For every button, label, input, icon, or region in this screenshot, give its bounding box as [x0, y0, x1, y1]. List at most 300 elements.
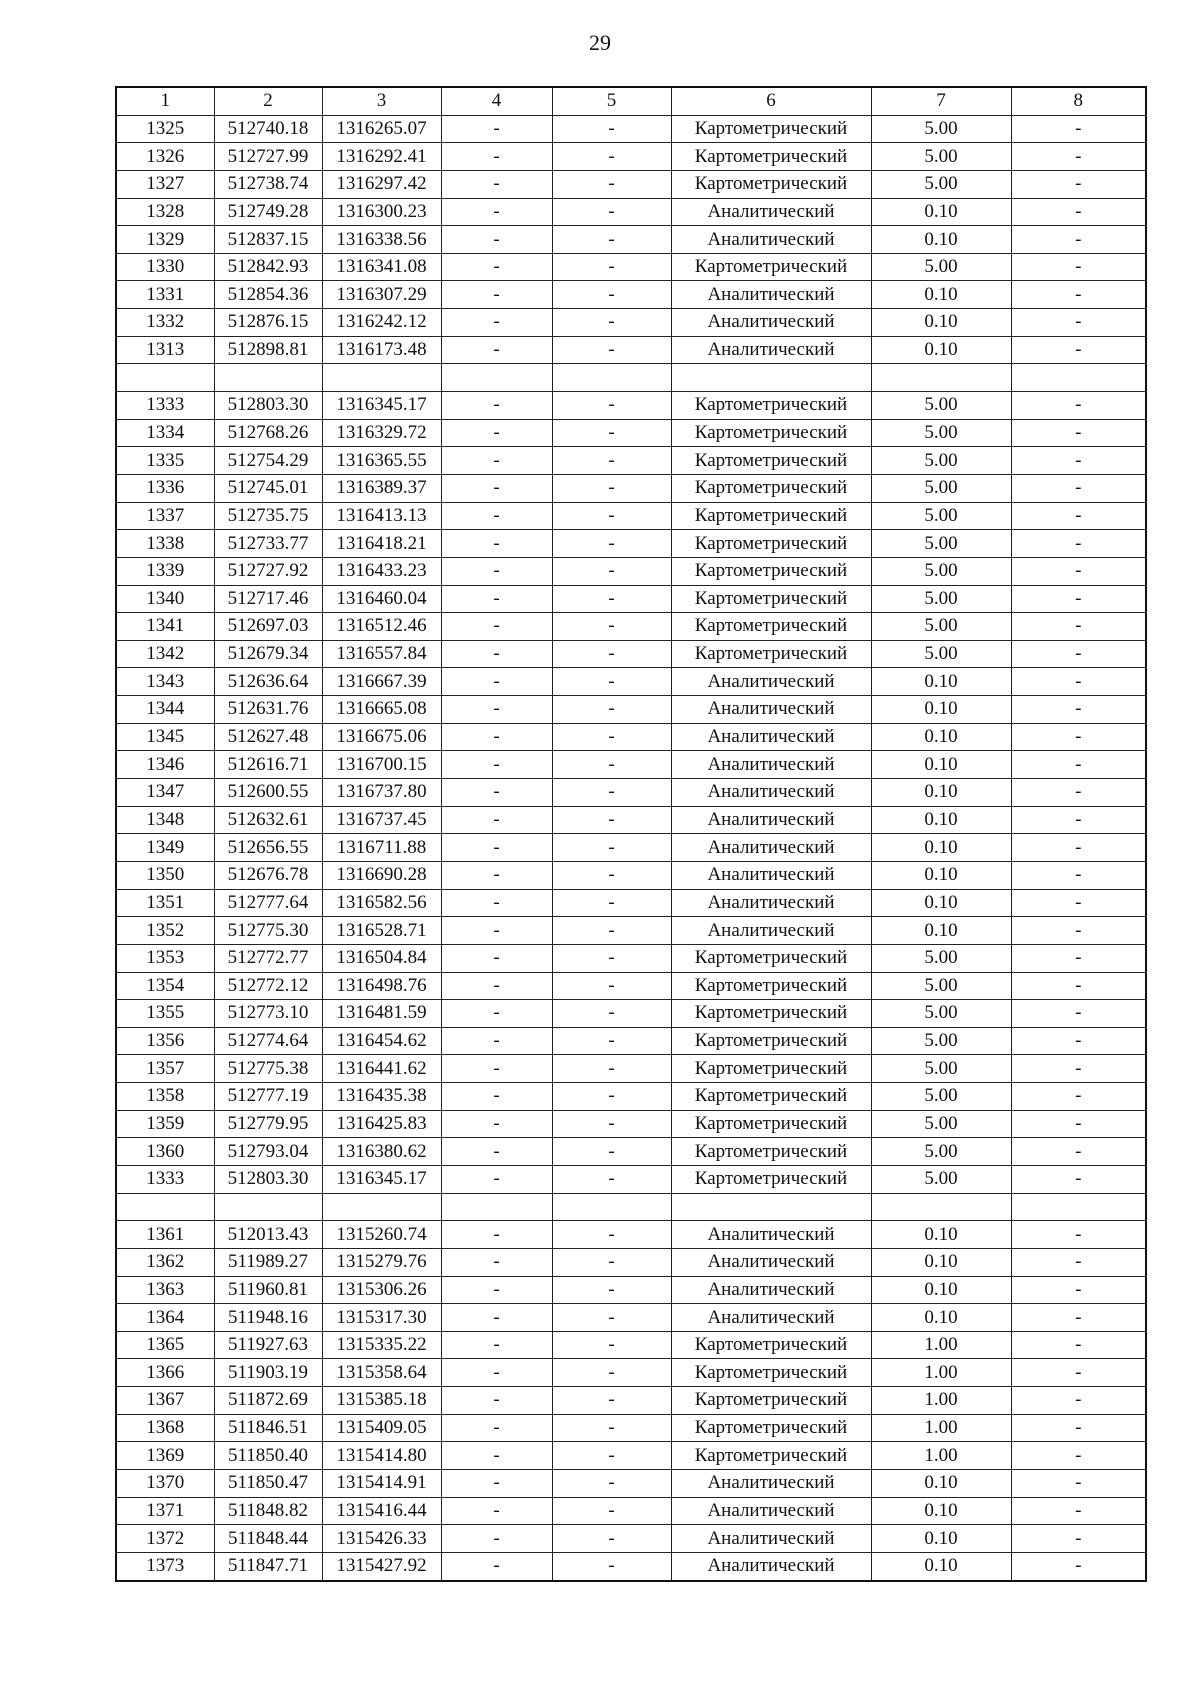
table-cell: 0.10 — [871, 696, 1011, 724]
table-cell: Аналитический — [671, 1276, 871, 1304]
table-cell: 512600.55 — [214, 779, 322, 807]
table-cell: - — [1011, 1248, 1146, 1276]
table-cell: 1337 — [116, 502, 214, 530]
table-cell: 511989.27 — [214, 1248, 322, 1276]
table-row — [116, 198, 1146, 226]
table-row — [116, 392, 1146, 420]
table-cell: - — [441, 115, 552, 143]
table-cell: - — [1011, 1359, 1146, 1387]
table-row — [116, 806, 1146, 834]
table-cell: 0.10 — [871, 198, 1011, 226]
table-row — [116, 751, 1146, 779]
table-cell: - — [1011, 779, 1146, 807]
table-cell: - — [441, 474, 552, 502]
table-cell: 511846.51 — [214, 1414, 322, 1442]
table-cell: - — [1011, 530, 1146, 558]
table-cell: - — [441, 1525, 552, 1553]
table-cell: 511850.47 — [214, 1470, 322, 1498]
table-cell: 1341 — [116, 613, 214, 641]
table-cell: 1365 — [116, 1331, 214, 1359]
table-cell: 0.10 — [871, 723, 1011, 751]
table-cell: 512727.99 — [214, 143, 322, 171]
table-cell: - — [552, 751, 671, 779]
table-cell: - — [441, 640, 552, 668]
table-cell: 0.10 — [871, 834, 1011, 862]
table-cell: 512754.29 — [214, 447, 322, 475]
table-row — [116, 1110, 1146, 1138]
table-cell: 5.00 — [871, 1055, 1011, 1083]
table-cell: Картометрический — [671, 1110, 871, 1138]
table-cell: Картометрический — [671, 502, 871, 530]
table-cell: 1316528.71 — [322, 917, 441, 945]
table-row — [116, 281, 1146, 309]
table-cell: 1316435.38 — [322, 1083, 441, 1111]
table-cell: 5.00 — [871, 447, 1011, 475]
table-row — [116, 253, 1146, 281]
table-cell: Картометрический — [671, 419, 871, 447]
table-cell: - — [552, 585, 671, 613]
table-row — [116, 1276, 1146, 1304]
table-cell: 1342 — [116, 640, 214, 668]
table-cell: 1315426.33 — [322, 1525, 441, 1553]
table-cell: - — [1011, 1331, 1146, 1359]
table-cell: 512803.30 — [214, 392, 322, 420]
table-cell: 1361 — [116, 1221, 214, 1249]
table-cell: - — [1011, 474, 1146, 502]
table-cell: 512779.95 — [214, 1110, 322, 1138]
table-cell: Картометрический — [671, 474, 871, 502]
table-cell: 512772.12 — [214, 972, 322, 1000]
table-cell: 1343 — [116, 668, 214, 696]
table-cell: 512627.48 — [214, 723, 322, 751]
table-row — [116, 1248, 1146, 1276]
table-cell: Аналитический — [671, 917, 871, 945]
table-cell: 1316300.23 — [322, 198, 441, 226]
table-cell: 1354 — [116, 972, 214, 1000]
table-cell: - — [441, 585, 552, 613]
table-cell: - — [441, 917, 552, 945]
table-cell: Картометрический — [671, 1387, 871, 1415]
column-header-4: 4 — [441, 87, 552, 115]
table-cell: 1359 — [116, 1110, 214, 1138]
table-cell: 512697.03 — [214, 613, 322, 641]
table-cell: - — [1011, 944, 1146, 972]
table-cell: 512772.77 — [214, 944, 322, 972]
table-cell: Аналитический — [671, 723, 871, 751]
table-cell: 1316345.17 — [322, 392, 441, 420]
table-cell: 1371 — [116, 1497, 214, 1525]
table-cell: - — [441, 668, 552, 696]
table-cell: Картометрический — [671, 640, 871, 668]
table-cell: - — [552, 1248, 671, 1276]
table-row — [116, 530, 1146, 558]
table-cell: - — [441, 1083, 552, 1111]
table-cell: 1332 — [116, 309, 214, 337]
table-cell: 512793.04 — [214, 1138, 322, 1166]
table-cell: - — [441, 170, 552, 198]
table-cell: - — [552, 1138, 671, 1166]
table-cell: 0.10 — [871, 1525, 1011, 1553]
table-cell: - — [441, 1359, 552, 1387]
table-cell — [1011, 1193, 1146, 1221]
table-cell: 1.00 — [871, 1387, 1011, 1415]
table-cell: 0.10 — [871, 668, 1011, 696]
table-cell: 1370 — [116, 1470, 214, 1498]
table-cell: - — [552, 944, 671, 972]
table-cell: 512773.10 — [214, 1000, 322, 1028]
table-cell: 0.10 — [871, 1276, 1011, 1304]
table-cell: Картометрический — [671, 115, 871, 143]
column-header-5: 5 — [552, 87, 671, 115]
table-cell: 1316242.12 — [322, 309, 441, 337]
table-cell: - — [1011, 751, 1146, 779]
table-cell: - — [1011, 585, 1146, 613]
table-cell: - — [552, 1055, 671, 1083]
table-cell: - — [1011, 1221, 1146, 1249]
table-cell: - — [552, 198, 671, 226]
table-cell: Картометрический — [671, 1055, 871, 1083]
table-cell: - — [1011, 613, 1146, 641]
table-cell: 1326 — [116, 143, 214, 171]
table-cell: Картометрический — [671, 972, 871, 1000]
table-cell: - — [552, 1304, 671, 1332]
table-cell: 512733.77 — [214, 530, 322, 558]
table-cell: - — [552, 1221, 671, 1249]
table-cell: 1315317.30 — [322, 1304, 441, 1332]
table-cell: - — [1011, 226, 1146, 254]
table-row — [116, 1304, 1146, 1332]
table-cell: Аналитический — [671, 1525, 871, 1553]
table-cell: - — [441, 1442, 552, 1470]
table-cell: - — [552, 1470, 671, 1498]
table-cell: 1316329.72 — [322, 419, 441, 447]
table-cell: - — [441, 723, 552, 751]
table-cell: - — [441, 1248, 552, 1276]
table-cell: 1357 — [116, 1055, 214, 1083]
table-cell: - — [441, 392, 552, 420]
table-cell: 1316265.07 — [322, 115, 441, 143]
table-row — [116, 1193, 1146, 1221]
table-cell: 512738.74 — [214, 170, 322, 198]
table-cell: 1.00 — [871, 1359, 1011, 1387]
table-cell: 1316425.83 — [322, 1110, 441, 1138]
table-cell: 1335 — [116, 447, 214, 475]
table-cell: - — [552, 419, 671, 447]
table-cell: 1352 — [116, 917, 214, 945]
table-cell: 1336 — [116, 474, 214, 502]
table-cell: 512876.15 — [214, 309, 322, 337]
table-cell — [441, 364, 552, 392]
table-cell: - — [441, 1331, 552, 1359]
table-cell: 1334 — [116, 419, 214, 447]
table-cell: - — [552, 1552, 671, 1580]
coordinates-table — [115, 86, 1147, 1582]
table-cell — [214, 364, 322, 392]
table-cell: - — [1011, 806, 1146, 834]
table-cell: 1353 — [116, 944, 214, 972]
table-cell: Картометрический — [671, 253, 871, 281]
table-cell: - — [441, 143, 552, 171]
table-cell: 1316338.56 — [322, 226, 441, 254]
table-cell: 1315414.80 — [322, 1442, 441, 1470]
table-cell: - — [1011, 834, 1146, 862]
table-cell — [552, 1193, 671, 1221]
table-cell: 511848.44 — [214, 1525, 322, 1553]
table-cell: 0.10 — [871, 1221, 1011, 1249]
table-cell: - — [552, 972, 671, 1000]
table-cell: 512774.64 — [214, 1027, 322, 1055]
table-cell: 1316504.84 — [322, 944, 441, 972]
table-cell: Картометрический — [671, 613, 871, 641]
table-cell: 5.00 — [871, 392, 1011, 420]
table-cell: 1315409.05 — [322, 1414, 441, 1442]
table-cell: - — [552, 779, 671, 807]
table-cell: 5.00 — [871, 502, 1011, 530]
table-cell: 1368 — [116, 1414, 214, 1442]
table-cell: - — [1011, 1165, 1146, 1193]
table-cell: - — [552, 861, 671, 889]
table-cell: 1316737.45 — [322, 806, 441, 834]
table-cell: 1316582.56 — [322, 889, 441, 917]
table-cell: - — [441, 1414, 552, 1442]
table-cell: - — [1011, 972, 1146, 1000]
table-cell: - — [1011, 1442, 1146, 1470]
table-cell: Картометрический — [671, 392, 871, 420]
table-cell: 5.00 — [871, 530, 1011, 558]
table-cell: 1338 — [116, 530, 214, 558]
table-cell: - — [441, 889, 552, 917]
table-cell: - — [552, 696, 671, 724]
table-cell: - — [441, 309, 552, 337]
table-cell — [322, 364, 441, 392]
table-cell: Картометрический — [671, 944, 871, 972]
table-row — [116, 1552, 1146, 1580]
table-cell: 0.10 — [871, 309, 1011, 337]
table-cell: 0.10 — [871, 861, 1011, 889]
table-cell: - — [441, 1000, 552, 1028]
table-cell: 5.00 — [871, 143, 1011, 171]
table-row — [116, 640, 1146, 668]
table-cell: Аналитический — [671, 779, 871, 807]
table-cell: - — [1011, 640, 1146, 668]
table-cell: - — [552, 1000, 671, 1028]
table-cell: 511847.71 — [214, 1552, 322, 1580]
table-cell: Аналитический — [671, 1248, 871, 1276]
table-cell: 5.00 — [871, 613, 1011, 641]
table-cell: - — [1011, 1138, 1146, 1166]
table-row — [116, 972, 1146, 1000]
table-row — [116, 309, 1146, 337]
table-cell: - — [441, 861, 552, 889]
table-row — [116, 364, 1146, 392]
table-cell: - — [552, 502, 671, 530]
table-cell: - — [1011, 1110, 1146, 1138]
table-cell: 1316498.76 — [322, 972, 441, 1000]
table-cell: - — [441, 944, 552, 972]
table-cell: 5.00 — [871, 585, 1011, 613]
table-cell: - — [552, 668, 671, 696]
table-cell: - — [1011, 309, 1146, 337]
column-header-2: 2 — [214, 87, 322, 115]
table-row — [116, 1331, 1146, 1359]
table-cell: Аналитический — [671, 1221, 871, 1249]
table-cell: - — [1011, 1000, 1146, 1028]
table-cell: 1.00 — [871, 1442, 1011, 1470]
table-cell: 1313 — [116, 336, 214, 364]
table-cell: Аналитический — [671, 889, 871, 917]
column-header-3: 3 — [322, 87, 441, 115]
table-cell: 1331 — [116, 281, 214, 309]
table-cell: 512616.71 — [214, 751, 322, 779]
table-cell: Аналитический — [671, 696, 871, 724]
table-cell: - — [1011, 447, 1146, 475]
table-row — [116, 834, 1146, 862]
table-cell: - — [552, 1387, 671, 1415]
table-cell: 1351 — [116, 889, 214, 917]
table-cell: 1344 — [116, 696, 214, 724]
table-cell: 512735.75 — [214, 502, 322, 530]
table-cell: - — [552, 1027, 671, 1055]
column-header-8: 8 — [1011, 87, 1146, 115]
table-cell: 1316292.41 — [322, 143, 441, 171]
table-cell: - — [552, 1083, 671, 1111]
table-cell: 512676.78 — [214, 861, 322, 889]
table-cell: - — [552, 474, 671, 502]
table-cell: - — [1011, 1552, 1146, 1580]
table-cell: Аналитический — [671, 226, 871, 254]
table-cell: 5.00 — [871, 1000, 1011, 1028]
table-cell: 1316441.62 — [322, 1055, 441, 1083]
table-cell: 512631.76 — [214, 696, 322, 724]
table-cell: - — [1011, 1525, 1146, 1553]
table-row — [116, 668, 1146, 696]
table-cell: 1327 — [116, 170, 214, 198]
table-cell — [671, 1193, 871, 1221]
table-cell: 512803.30 — [214, 1165, 322, 1193]
table-cell: - — [552, 226, 671, 254]
table-row — [116, 917, 1146, 945]
table-cell: 512837.15 — [214, 226, 322, 254]
table-cell: - — [441, 226, 552, 254]
table-cell: 1316433.23 — [322, 557, 441, 585]
table-cell: 5.00 — [871, 253, 1011, 281]
table-cell: - — [441, 281, 552, 309]
table-cell: 1356 — [116, 1027, 214, 1055]
table-row — [116, 1000, 1146, 1028]
table-cell — [322, 1193, 441, 1221]
table-cell: 5.00 — [871, 115, 1011, 143]
table-cell: - — [441, 1387, 552, 1415]
page-number: 29 — [589, 30, 611, 55]
table-row — [116, 474, 1146, 502]
table-row — [116, 226, 1146, 254]
table-cell: 1328 — [116, 198, 214, 226]
table-cell: - — [1011, 253, 1146, 281]
table-cell: - — [552, 281, 671, 309]
table-cell: 1367 — [116, 1387, 214, 1415]
table-row — [116, 170, 1146, 198]
table-cell: 511903.19 — [214, 1359, 322, 1387]
table-cell: 512013.43 — [214, 1221, 322, 1249]
table-cell: 1349 — [116, 834, 214, 862]
table-cell — [671, 364, 871, 392]
table-cell: - — [552, 1442, 671, 1470]
table-cell: 1316365.55 — [322, 447, 441, 475]
table-cell: 1316460.04 — [322, 585, 441, 613]
table-cell: - — [441, 447, 552, 475]
table-cell: - — [1011, 1470, 1146, 1498]
table-cell — [871, 364, 1011, 392]
table-cell: Аналитический — [671, 806, 871, 834]
table-cell: 511848.82 — [214, 1497, 322, 1525]
table-cell: 512740.18 — [214, 115, 322, 143]
table-cell: Аналитический — [671, 1470, 871, 1498]
table-cell: 1316380.62 — [322, 1138, 441, 1166]
column-header-1: 1 — [116, 87, 214, 115]
table-cell: - — [1011, 1414, 1146, 1442]
table-cell: 1346 — [116, 751, 214, 779]
table-cell: - — [552, 115, 671, 143]
table-cell: Картометрический — [671, 557, 871, 585]
table-cell — [214, 1193, 322, 1221]
table-cell: - — [1011, 1276, 1146, 1304]
table-cell: Аналитический — [671, 668, 871, 696]
table-cell: 0.10 — [871, 1304, 1011, 1332]
table-cell: Аналитический — [671, 309, 871, 337]
column-header-6: 6 — [671, 87, 871, 115]
table-cell: - — [552, 170, 671, 198]
table-cell: 512842.93 — [214, 253, 322, 281]
table-cell: Картометрический — [671, 1083, 871, 1111]
table-cell: 0.10 — [871, 226, 1011, 254]
table-cell: 512777.64 — [214, 889, 322, 917]
column-header-7: 7 — [871, 87, 1011, 115]
table-cell: Картометрический — [671, 585, 871, 613]
table-cell: Картометрический — [671, 1138, 871, 1166]
table-cell: 1316690.28 — [322, 861, 441, 889]
table-row — [116, 723, 1146, 751]
table-cell: - — [1011, 143, 1146, 171]
table-cell: 1316454.62 — [322, 1027, 441, 1055]
table-cell: 512749.28 — [214, 198, 322, 226]
table-cell — [116, 364, 214, 392]
table-cell: - — [552, 557, 671, 585]
table-cell: 1316557.84 — [322, 640, 441, 668]
table-cell: 1315427.92 — [322, 1552, 441, 1580]
table-row — [116, 1359, 1146, 1387]
table-cell: 1316173.48 — [322, 336, 441, 364]
table-cell: - — [552, 336, 671, 364]
table-cell: 5.00 — [871, 557, 1011, 585]
table-cell: 511960.81 — [214, 1276, 322, 1304]
table-cell: Аналитический — [671, 1304, 871, 1332]
table-cell — [441, 1193, 552, 1221]
table-row — [116, 115, 1146, 143]
table-cell: - — [1011, 115, 1146, 143]
table-row — [116, 1414, 1146, 1442]
table-cell: - — [1011, 336, 1146, 364]
table-cell: 0.10 — [871, 1248, 1011, 1276]
table-cell: 512898.81 — [214, 336, 322, 364]
table-row — [116, 1055, 1146, 1083]
table-cell: 1316512.46 — [322, 613, 441, 641]
table-cell: - — [552, 1497, 671, 1525]
table-cell: - — [1011, 419, 1146, 447]
table-cell: 0.10 — [871, 1470, 1011, 1498]
table-cell: 1364 — [116, 1304, 214, 1332]
table-cell: 0.10 — [871, 779, 1011, 807]
table-cell: 1363 — [116, 1276, 214, 1304]
